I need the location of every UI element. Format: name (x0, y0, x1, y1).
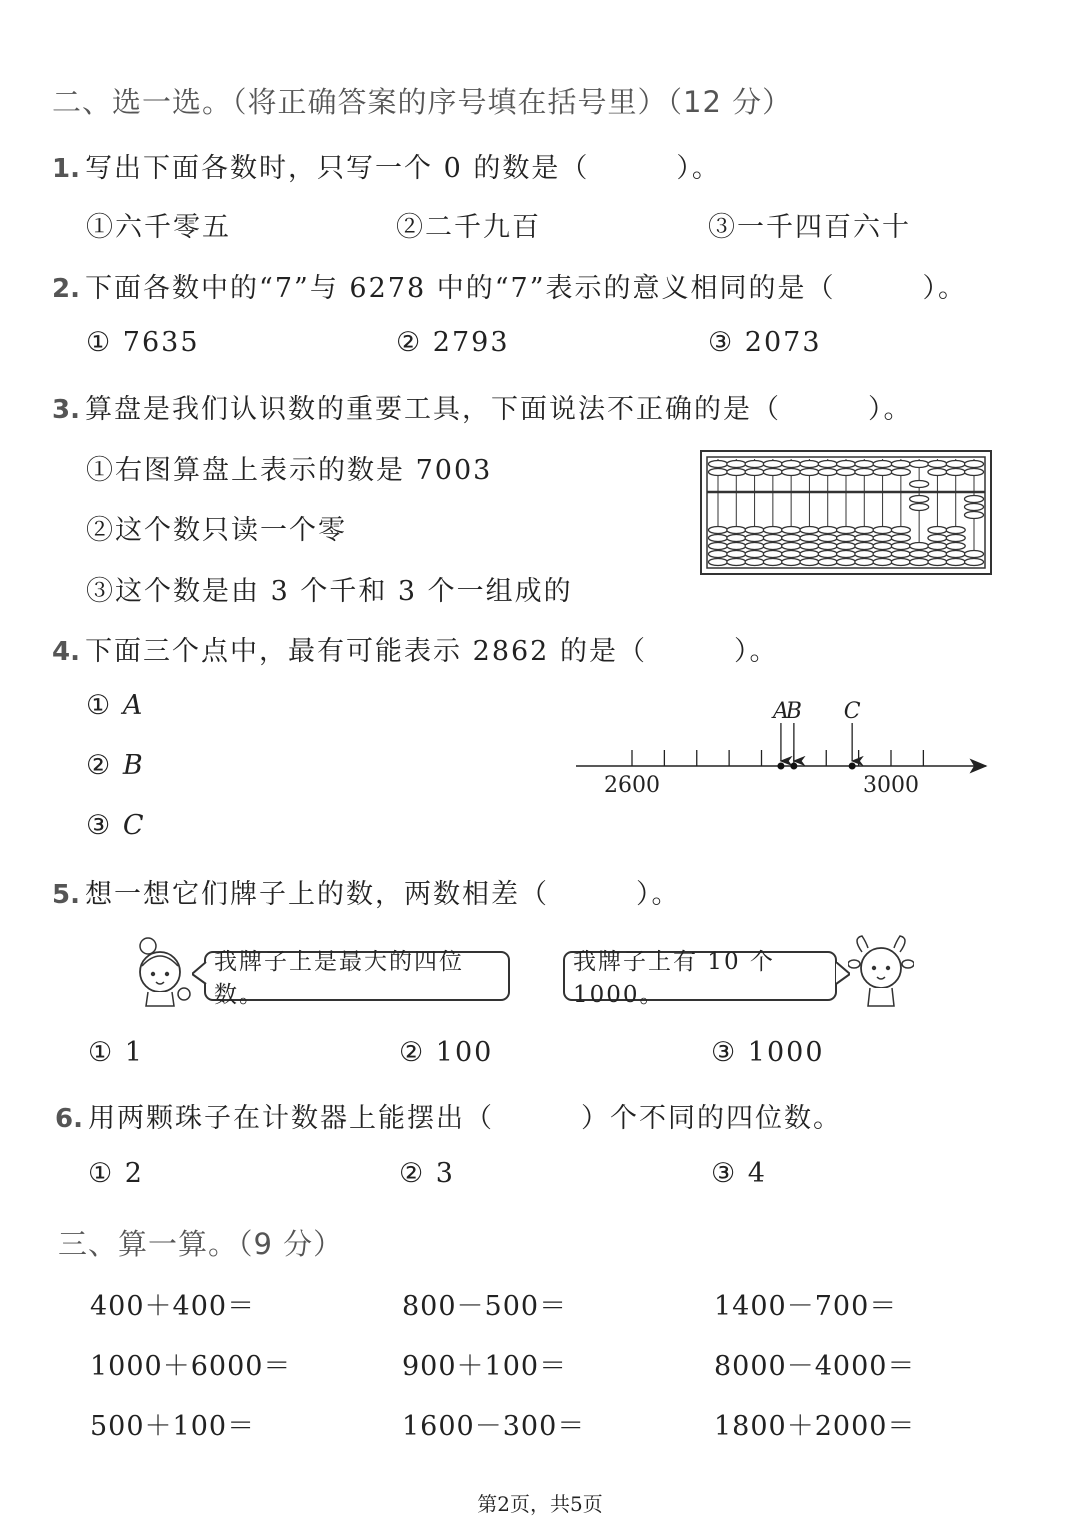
abacus-bead (837, 559, 856, 566)
abacus-bead (782, 461, 801, 468)
abacus-bead (965, 496, 984, 503)
calc-item: 1400－700＝ (714, 1291, 898, 1322)
abacus-bead (910, 481, 929, 488)
question-number: 6. (55, 1104, 83, 1134)
number-line-point-label-C: C (843, 699, 861, 724)
abacus-bead (709, 461, 728, 468)
question-number: 3. (52, 395, 80, 425)
q1-option-2[interactable]: ②二千九百 (396, 212, 541, 243)
question-5 (52, 872, 681, 911)
abacus-bead (855, 535, 874, 542)
abacus-bead (891, 543, 910, 550)
number-line-label-3000: 3000 (863, 773, 919, 798)
speech-bubble-left (204, 949, 510, 1008)
abacus-bead (709, 527, 728, 534)
abacus-bead (763, 535, 782, 542)
abacus-bead (763, 469, 782, 476)
q4-option-1[interactable] (86, 690, 144, 721)
option-letter: A (122, 690, 145, 721)
q5-option-1[interactable]: ① 1 (88, 1037, 144, 1068)
page-footer: 第2页，共5页 (477, 1492, 603, 1516)
section-2-title: 二、选一选。（将正确答案的序号填在括号里）（12 分） (52, 85, 793, 119)
q6-option-3[interactable]: ③ 4 (711, 1158, 767, 1189)
abacus-bead (946, 543, 965, 550)
abacus-bead (928, 535, 947, 542)
number-line-point-A (777, 763, 784, 770)
abacus-bead (745, 551, 764, 558)
number-line-figure (570, 695, 995, 805)
q4-option-3[interactable] (86, 810, 145, 841)
abacus-bead (855, 469, 874, 476)
calc-item: 800－500＝ (402, 1291, 568, 1322)
q2-option-1[interactable]: ① 7635 (86, 327, 200, 358)
q3-option-2[interactable]: ②这个数只读一个零 (86, 515, 347, 546)
goat-character-icon (848, 934, 914, 1008)
abacus-bead (855, 559, 874, 566)
abacus-bead (782, 535, 801, 542)
option-marker: ① (86, 690, 113, 721)
speech-bubble-right (563, 949, 837, 1008)
abacus-bead (873, 543, 892, 550)
abacus-bead (800, 551, 819, 558)
q2-option-3[interactable]: ③ 2073 (708, 327, 822, 358)
abacus-bead (873, 469, 892, 476)
question-text: 下面三个点中，最有可能表示 2862 的是（ ）。 (85, 636, 779, 667)
abacus-bead (891, 527, 910, 534)
abacus-bead (745, 527, 764, 534)
number-line-point-B (790, 763, 797, 770)
abacus-bead (818, 559, 837, 566)
question-text: 算盘是我们认识数的重要工具，下面说法不正确的是（ ）。 (85, 394, 913, 425)
question-number: 1. (52, 154, 80, 184)
speech-text-left: 我牌子上是最大的四位数。 (214, 949, 464, 1008)
abacus-bead (946, 551, 965, 558)
number-line-point-label-B: B (785, 699, 802, 724)
calc-item: 900＋100＝ (402, 1351, 568, 1382)
calc-item: 1000＋6000＝ (90, 1351, 292, 1382)
abacus-bead (782, 469, 801, 476)
abacus-bead (763, 559, 782, 566)
abacus-bead (910, 504, 929, 511)
speech-text-right: 我牌子上有 10 个 1000。 (573, 949, 775, 1008)
abacus-bead (745, 469, 764, 476)
option-marker: ③ (86, 810, 113, 841)
abacus-bead (946, 559, 965, 566)
abacus-bead (782, 551, 801, 558)
option-letter: B (122, 750, 145, 781)
abacus-bead (727, 469, 746, 476)
abacus-bead (818, 535, 837, 542)
q4-option-2[interactable] (86, 750, 145, 781)
option-letter: C (122, 810, 146, 841)
question-6 (55, 1096, 842, 1135)
number-line-point-label-A: A (772, 699, 789, 724)
calc-item: 8000－4000＝ (714, 1351, 916, 1382)
abacus-bead (818, 527, 837, 534)
abacus-bead (837, 461, 856, 468)
abacus-bead (965, 512, 984, 519)
abacus-bead (800, 527, 819, 534)
abacus-bead (709, 551, 728, 558)
abacus-bead (855, 551, 874, 558)
abacus-bead (727, 543, 746, 550)
abacus-bead (910, 543, 929, 550)
abacus-bead (965, 469, 984, 476)
calc-item: 500＋100＝ (90, 1411, 256, 1442)
calc-item: 1800＋2000＝ (714, 1411, 916, 1442)
abacus-bead (910, 496, 929, 503)
abacus-bead (709, 535, 728, 542)
option-marker: ② (86, 750, 113, 781)
abacus-bead (709, 543, 728, 550)
abacus-bead (855, 543, 874, 550)
abacus-bead (928, 543, 947, 550)
abacus-bead (709, 469, 728, 476)
abacus-bead (946, 461, 965, 468)
q6-option-2[interactable]: ② 3 (399, 1158, 455, 1189)
abacus-bead (818, 461, 837, 468)
question-number: 2. (52, 274, 80, 304)
abacus-bead (855, 461, 874, 468)
abacus-bead (928, 469, 947, 476)
q6-option-1[interactable]: ① 2 (88, 1158, 144, 1189)
number-line-label-2600: 2600 (604, 773, 660, 798)
abacus-bead (928, 559, 947, 566)
abacus-bead (800, 543, 819, 550)
number-line-point-C (849, 763, 856, 770)
abacus-bead (727, 461, 746, 468)
abacus-bead (928, 461, 947, 468)
question-text: 写出下面各数时，只写一个 0 的数是（ ）。 (85, 153, 721, 184)
abacus-bead (873, 527, 892, 534)
abacus-bead (910, 559, 929, 566)
abacus-bead (873, 559, 892, 566)
abacus-bead (873, 461, 892, 468)
question-text: 下面各数中的“7”与 6278 中的“7”表示的意义相同的是（ ）。 (85, 273, 968, 304)
abacus-bead (837, 469, 856, 476)
abacus-bead (837, 551, 856, 558)
abacus-bead (910, 551, 929, 558)
abacus-bead (782, 543, 801, 550)
abacus-bead (837, 543, 856, 550)
question-4 (52, 629, 778, 668)
abacus-bead (727, 559, 746, 566)
abacus-bead (910, 461, 929, 468)
abacus-bead (727, 527, 746, 534)
abacus-bead (965, 559, 984, 566)
abacus-bead (745, 559, 764, 566)
calc-item: 400＋400＝ (90, 1291, 256, 1322)
abacus-bead (946, 527, 965, 534)
question-text: 想一想它们牌子上的数，两数相差（ ）。 (85, 879, 681, 910)
abacus-bead (891, 535, 910, 542)
abacus-bead (800, 559, 819, 566)
question-number: 4. (52, 637, 80, 667)
abacus-bead (818, 551, 837, 558)
abacus-bead (965, 504, 984, 511)
q5-option-2[interactable]: ② 100 (399, 1037, 494, 1068)
abacus-bead (891, 469, 910, 476)
abacus-bead (782, 559, 801, 566)
abacus-figure (700, 450, 992, 575)
abacus-bead (727, 551, 746, 558)
abacus-bead (745, 461, 764, 468)
abacus-bead (709, 559, 728, 566)
calc-item: 1600－300＝ (402, 1411, 586, 1442)
abacus-bead (946, 535, 965, 542)
girl-character-icon (132, 936, 200, 1008)
q1-option-1[interactable]: ①六千零五 (86, 212, 231, 243)
q3-option-1[interactable]: ①右图算盘上表示的数是 7003 (86, 455, 493, 486)
question-text: 用两颗珠子在计数器上能摆出（ ）个不同的四位数。 (88, 1103, 843, 1134)
abacus-bead (965, 551, 984, 558)
abacus-bead (763, 551, 782, 558)
abacus-bead (745, 543, 764, 550)
abacus-bead (800, 535, 819, 542)
abacus-bead (891, 461, 910, 468)
abacus-bead (837, 535, 856, 542)
abacus-bead (965, 461, 984, 468)
q2-option-2[interactable]: ② 2793 (396, 327, 510, 358)
abacus-bead (745, 535, 764, 542)
q1-option-3[interactable]: ③一千四百六十 (708, 212, 911, 243)
abacus-bead (873, 551, 892, 558)
abacus-bead (800, 469, 819, 476)
question-1 (52, 146, 721, 185)
question-3 (52, 387, 913, 426)
abacus-bead (818, 543, 837, 550)
abacus-bead (891, 551, 910, 558)
abacus-bead (782, 527, 801, 534)
section-3-title: 三、算一算。（9 分） (58, 1227, 344, 1261)
abacus-bead (855, 527, 874, 534)
abacus-bead (800, 461, 819, 468)
question-2 (52, 266, 967, 305)
q3-option-3[interactable]: ③这个数是由 3 个千和 3 个一组成的 (86, 576, 573, 607)
abacus-bead (891, 559, 910, 566)
abacus-bead (873, 535, 892, 542)
abacus-bead (928, 527, 947, 534)
abacus-bead (928, 551, 947, 558)
abacus-bead (818, 469, 837, 476)
q5-option-3[interactable]: ③ 1000 (711, 1037, 825, 1068)
abacus-bead (837, 527, 856, 534)
bubble-pointer-left (192, 962, 208, 986)
abacus-bead (763, 543, 782, 550)
abacus-bead (727, 535, 746, 542)
abacus-bead (946, 469, 965, 476)
question-number: 5. (52, 880, 80, 910)
abacus-bead (763, 461, 782, 468)
abacus-bead (763, 527, 782, 534)
